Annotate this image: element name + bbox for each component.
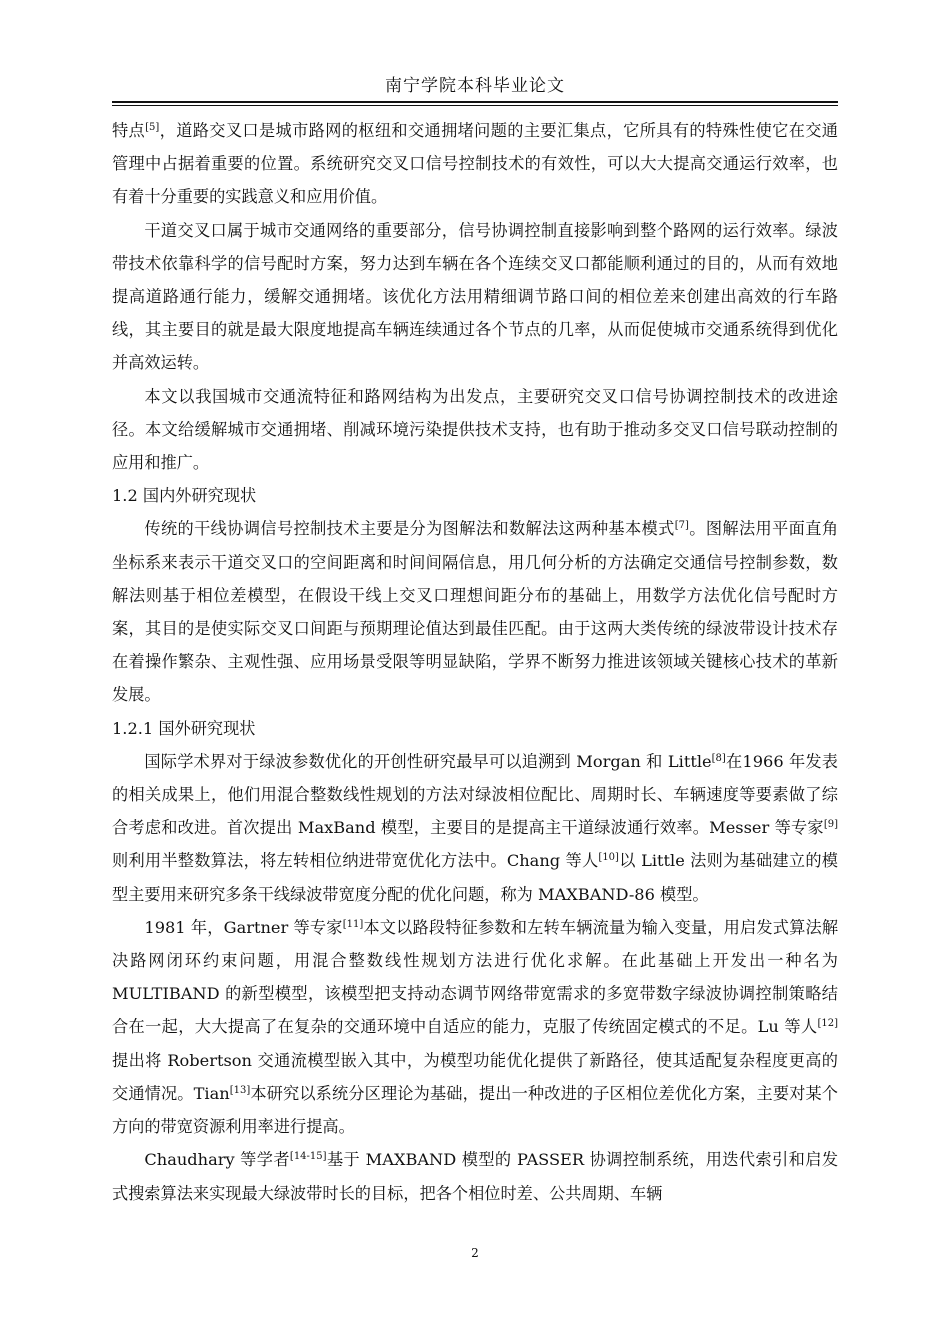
paragraph-intro-cont: 特点[5]，道路交叉口是城市路网的枢纽和交通拥堵问题的主要汇集点，它所具有的特殊性使它在交通管理中占据着重要的位置。系统研究交叉口信号控制技术的有效性，可以大大提高交通运行效率，也有着十分重要的实践意义和应用价值。 [112, 121, 838, 207]
paragraph-arterial: 干道交叉口属于城市交通网络的重要部分，信号协调控制直接影响到整个路网的运行效率。绿波带技术依靠科学的信号配时方案，努力达到车辆在各个连续交叉口都能顺利通过的目的，从而有效地提高道路通行能力，缓解交通拥堵。该优化方法用精细调节路口间的相位差来创建出高效的行车路线，其主要目的就是最大限度地提高车辆连续通过各个节点的几率，从而促使城市交通系统得到优化并高效运转。 [112, 220, 838, 373]
citation: [9] [823, 819, 838, 831]
citation: [13] [229, 1084, 251, 1096]
section-heading-1-2: 1.2 国内外研究现状 [112, 486, 257, 506]
header-rule-thin [112, 105, 838, 106]
citation: [14-15] [289, 1151, 327, 1163]
paragraph-passer: Chaudhary 等学者[14-15]基于 MAXBAND 模型的 PASSER 协调控制系统，用迭代索引和启发式搜索算法来实现最大绿波带时长的目标，把各个相位时差、公共周期、车辆 [112, 1150, 839, 1203]
page-number: 2 [471, 1246, 479, 1260]
paragraph-scope: 本文以我国城市交通流特征和路网结构为出发点，主要研究交叉口信号协调控制技术的改进途径。本文给缓解城市交通拥堵、削减环境污染提供技术支持，也有助于推动多交叉口信号联动控制的应用和推广。 [112, 386, 838, 473]
header-rule-thick [112, 101, 838, 103]
section-heading-1-2-1: 1.2.1 国外研究现状 [112, 718, 256, 738]
citation: [5] [145, 122, 160, 133]
citation: [12] [817, 1018, 838, 1030]
citation: [7] [674, 520, 689, 532]
running-header: 南宁学院本科毕业论文 [385, 76, 565, 96]
citation: [8] [711, 752, 726, 764]
body-text [112, 114, 838, 1210]
citation: [10] [598, 852, 619, 864]
citation: [11] [342, 918, 364, 930]
paragraph-maxband: 国际学术界对于绿波参数优化的开创性研究最早可以追溯到 Morgan 和 Little[8]在1966 年发表的相关成果上，他们用混合整数线性规划的方法对绿波相位配比、周期时长、车辆速度等要素做了综合考虑和改进。首次提出 MaxBand 模型，主要目的是提高主干道绿波通行效率。Messer 等专家[9]则利用半整数算法，将左转相位纳进带宽优化方法中。Chang 等人[10]以 Little 法则为基础建立的模型主要用来研究多条干线绿波带宽度分配的优化问题，称为 MAXBAND-86 模型。 [112, 751, 838, 904]
paragraph-traditional-methods: 传统的干线协调信号控制技术主要是分为图解法和数解法这两种基本模式[7]。图解法用平面直角坐标系来表示干道交叉口的空间距离和时间间隔信息，用几何分析的方法确定交通信号控制参数，数解法则基于相位差模型，在假设干线上交叉口理想间距分布的基础上，用数学方法优化信号配时方案，其目的是使实际交叉口间距与预期理论值达到最佳匹配。由于这两大类传统的绿波带设计技术存在着操作繁杂、主观性强、应用场景受限等明显缺陷，学界不断努力推进该领域关键核心技术的革新发展。 [112, 519, 839, 705]
paragraph-multiband: 1981 年，Gartner 等专家[11]本文以路段特征参数和左转车辆流量为输入变量，用启发式算法解决路网闭环约束问题，用混合整数线性规划方法进行优化求解。在此基础上开发出一种名为 MULTIBAND 的新型模型，该模型把支持动态调节网络带宽需求的多宽带数字绿波协调控制策略结合在一起，大大提高了在复杂的交通环境中自适应的能力，克服了传统固定模式的不足。Lu 等人[12]提出将 Robertson 交通流模型嵌入其中，为模型功能优化提供了新路径，使其适配复杂程度更高的交通情况。Tian[13]本研究以系统分区理论为基础，提出一种改进的子区相位差优化方案，主要对某个方向的带宽资源利用率进行提高。 [112, 917, 839, 1137]
